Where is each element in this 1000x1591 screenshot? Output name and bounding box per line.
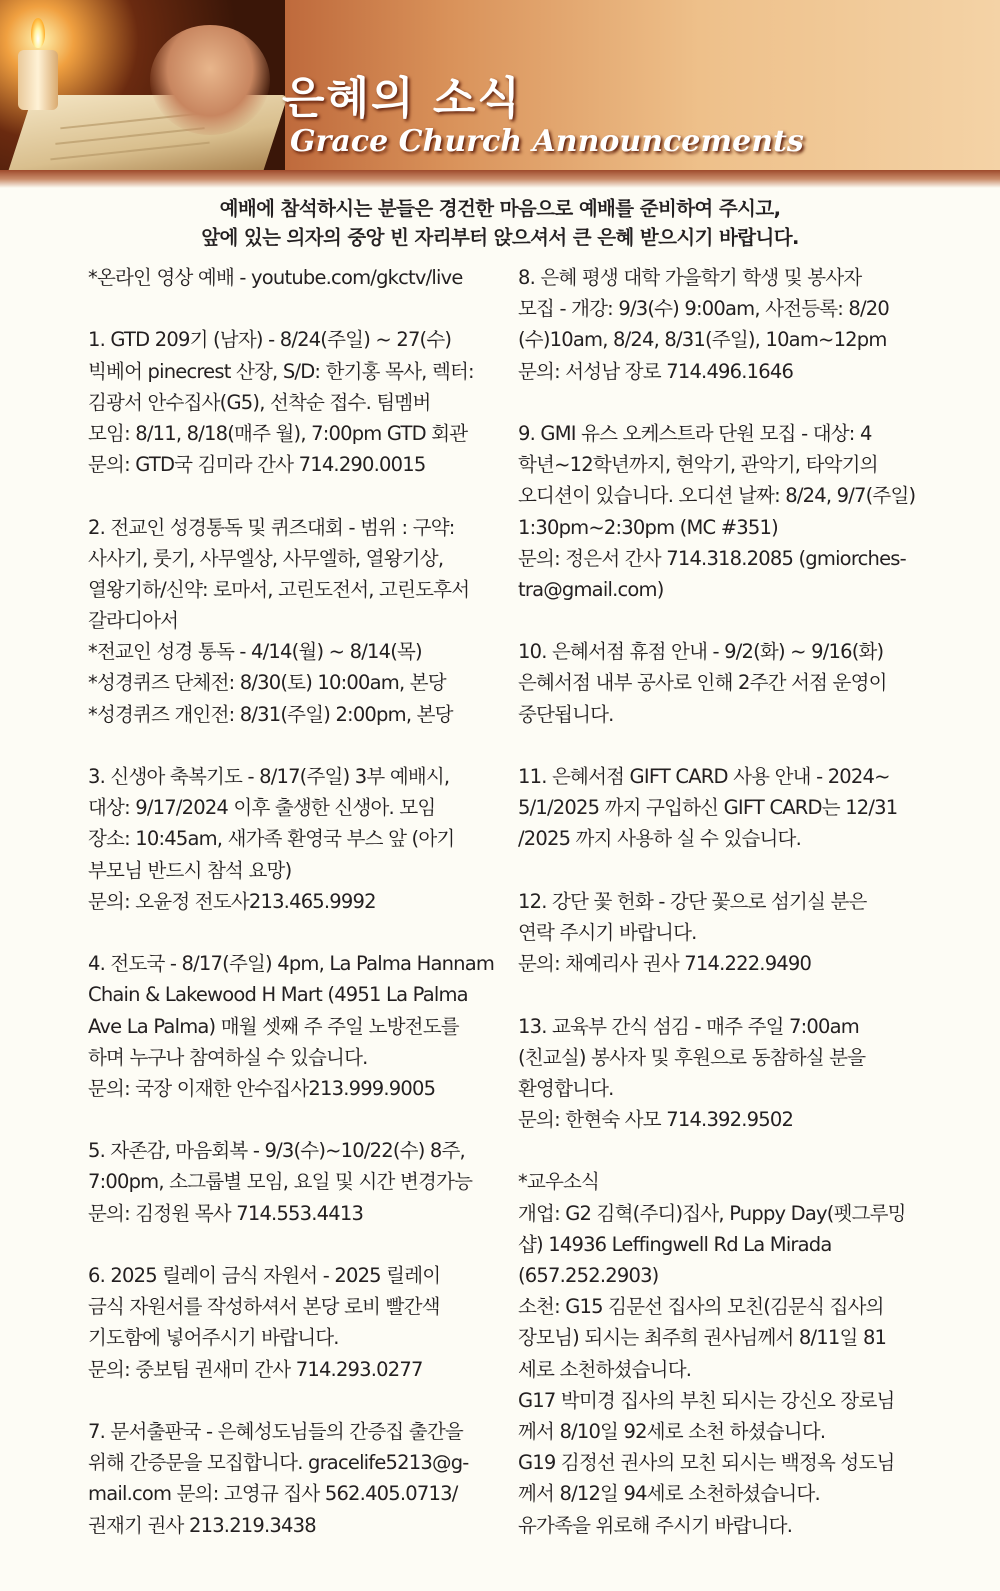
intro-line: 앞에 있는 의자의 중앙 빈 자리부터 앉으셔서 큰 은혜 받으시기 바랍니다.: [201, 226, 799, 249]
announcement-line: 사사기, 룻기, 사무엘상, 사무엘하, 열왕기상,: [88, 546, 444, 570]
announcement-line: (657.252.2903): [518, 1264, 659, 1287]
announcement-line: 기도함에 넣어주시기 바랍니다.: [88, 1326, 339, 1350]
announcement-line: 모집 - 개강: 9/3(수) 9:00am, 사전등록: 8/20: [518, 297, 890, 321]
praying-hands-image: [150, 25, 270, 135]
announcement-line: 2. 전교인 성경통독 및 퀴즈대회 - 범위 : 구약:: [88, 515, 455, 539]
flame-image: [31, 18, 45, 48]
banner-shadow: [0, 170, 1000, 188]
paragraph-gap: [518, 730, 938, 761]
paragraph-gap: [518, 605, 938, 636]
announcement-line: 부모님 반드시 참석 요망): [88, 858, 292, 882]
announcement-line: 7:00pm, 소그룹별 모임, 요일 및 시간 변경가능: [88, 1170, 473, 1194]
announcement-line: 위해 간증문을 모집합니다. gracelife5213@g-: [88, 1451, 469, 1475]
candle-image: [18, 50, 58, 110]
announcement-line: 문의: 중보팀 권새미 간사 714.293.0277: [88, 1357, 423, 1381]
announcement-line: Chain & Lakewood H Mart (4951 La Palma: [88, 983, 468, 1007]
announcement-line: 께서 8/10일 92세로 소천 하셨습니다.: [518, 1419, 826, 1443]
announcement-line: 6. 2025 릴레이 금식 자원서 - 2025 릴레이: [88, 1264, 441, 1287]
announcement-line: G17 박미경 집사의 부친 되시는 강신오 장로님: [518, 1388, 895, 1412]
announcement-line: 은혜서점 내부 공사로 인해 2주간 서점 운영이: [518, 671, 887, 695]
paragraph-gap: [518, 1135, 938, 1166]
announcement-line: 금식 자원서를 작성하셔서 본당 로비 빨간색: [88, 1295, 440, 1319]
paragraph-gap: [88, 293, 508, 324]
page-subtitle: Grace Church Announcements: [290, 124, 804, 159]
intro-line: 예배에 참석하시는 분들은 경건한 마음으로 예배를 준비하여 주시고,: [219, 197, 781, 220]
announcement-line: 하며 누구나 참여하실 수 있습니다.: [88, 1045, 368, 1069]
header-banner: [0, 0, 1000, 178]
announcement-line: *교우소식: [518, 1170, 600, 1194]
left-announcement-column: [88, 262, 508, 1541]
announcement-line: *온라인 영상 예배 - youtube.com/gkctv/live: [88, 266, 463, 289]
announcement-line: Ave La Palma) 매월 셋째 주 주일 노방전도를: [88, 1014, 459, 1038]
paragraph-gap: [518, 387, 938, 418]
announcement-line: 4. 전도국 - 8/17(주일) 4pm, La Palma Hannam: [88, 952, 495, 976]
announcement-line: *성경퀴즈 개인전: 8/31(주일) 2:00pm, 본당: [88, 702, 453, 726]
announcement-line: 세로 소천하셨습니다.: [518, 1357, 692, 1381]
announcement-line: 5. 자존감, 마음회복 - 9/3(수)~10/22(수) 8주,: [88, 1139, 465, 1163]
announcement-line: 12. 강단 꽃 헌화 - 강단 꽃으로 섬기실 분은: [518, 889, 867, 913]
paragraph-gap: [88, 480, 508, 511]
announcement-line: 8. 은혜 평생 대학 가을학기 학생 및 봉사자: [518, 266, 862, 289]
announcement-line: 3. 신생아 축복기도 - 8/17(주일) 3부 예배시,: [88, 765, 450, 788]
paragraph-gap: [88, 1104, 508, 1135]
announcement-line: 빅베어 pinecrest 산장, S/D: 한기홍 목사, 렉터:: [88, 359, 474, 383]
announcement-line: 학년~12학년까지, 현악기, 관악기, 타악기의: [518, 453, 878, 477]
announcement-line: 권재기 권사 213.219.3438: [88, 1513, 316, 1537]
announcement-line: 모임: 8/11, 8/18(매주 월), 7:00pm GTD 회관: [88, 421, 468, 445]
paragraph-gap: [88, 917, 508, 948]
announcement-line: 문의: 채예리사 권사 714.222.9490: [518, 952, 812, 976]
paragraph-gap: [88, 730, 508, 761]
announcement-line: 장소: 10:45am, 새가족 환영국 부스 앞 (아기: [88, 827, 455, 851]
announcement-line: tra@gmail.com): [518, 577, 664, 601]
announcement-line: 문의: 오윤정 전도사213.465.9992: [88, 889, 376, 913]
announcement-line: 대상: 9/17/2024 이후 출생한 신생아. 모임: [88, 796, 436, 820]
announcement-line: 연락 주시기 바랍니다.: [518, 920, 697, 944]
announcement-line: 문의: GTD국 김미라 간사 714.290.0015: [88, 453, 426, 477]
announcement-line: 문의: 한현숙 사모 714.392.9502: [518, 1108, 794, 1132]
paragraph-gap: [518, 855, 938, 886]
announcement-line: 11. 은혜서점 GIFT CARD 사용 안내 - 2024~: [518, 765, 890, 788]
announcement-line: *전교인 성경 통독 - 4/14(월) ~ 8/14(목): [88, 640, 422, 664]
announcement-line: 문의: 서성남 장로 714.496.1646: [518, 359, 794, 383]
announcement-line: 9. GMI 유스 오케스트라 단원 모집 - 대상: 4: [518, 421, 872, 445]
bible-candle-photo: [0, 0, 285, 178]
announcement-line: 1:30pm~2:30pm (MC #351): [518, 515, 778, 539]
announcement-line: 13. 교육부 간식 섬김 - 매주 주일 7:00am: [518, 1014, 859, 1038]
announcement-line: G19 김정선 권사의 모친 되시는 백정옥 성도님: [518, 1451, 895, 1475]
page-title: 은혜의 소식: [282, 73, 522, 124]
announcement-line: 5/1/2025 까지 구입하신 GIFT CARD는 12/31: [518, 796, 898, 820]
announcement-line: (수)10am, 8/24, 8/31(주일), 10am~12pm: [518, 328, 887, 352]
paragraph-gap: [518, 979, 938, 1010]
announcement-line: /2025 까지 사용하 실 수 있습니다.: [518, 827, 801, 851]
announcement-line: 1. GTD 209기 (남자) - 8/24(주일) ~ 27(수): [88, 328, 452, 352]
announcement-line: 7. 문서출판국 - 은혜성도님들의 간증집 출간을: [88, 1419, 463, 1443]
announcement-line: 갈라디아서: [88, 609, 179, 633]
announcement-line: 개업: G2 김혁(주디)집사, Puppy Day(펫그루밍: [518, 1201, 906, 1225]
announcement-line: 오디션이 있습니다. 오디션 날짜: 8/24, 9/7(주일): [518, 484, 916, 508]
announcement-line: 10. 은혜서점 휴점 안내 - 9/2(화) ~ 9/16(화): [518, 640, 884, 664]
announcement-line: 환영합니다.: [518, 1076, 614, 1100]
announcement-line: 께서 8/12일 94세로 소천하셨습니다.: [518, 1482, 820, 1506]
announcement-line: 소천: G15 김문선 집사의 모친(김문식 집사의: [518, 1295, 884, 1319]
announcement-line: 김광서 안수집사(G5), 선착순 접수. 팀멤버: [88, 390, 431, 414]
announcement-line: 중단됩니다.: [518, 702, 614, 726]
announcement-line: *성경퀴즈 단체전: 8/30(토) 10:00am, 본당: [88, 671, 446, 695]
right-announcement-column: [518, 262, 938, 1541]
announcement-line: mail.com 문의: 고영규 집사 562.405.0713/: [88, 1482, 458, 1506]
announcement-line: 유가족을 위로해 주시기 바랍니다.: [518, 1513, 793, 1537]
announcement-line: 열왕기하/신약: 로마서, 고린도전서, 고린도후서: [88, 577, 470, 601]
announcement-line: 문의: 김정원 목사 714.553.4413: [88, 1201, 364, 1225]
paragraph-gap: [88, 1229, 508, 1260]
announcement-line: 문의: 정은서 간사 714.318.2085 (gmiorches-: [518, 546, 906, 570]
announcement-line: (친교실) 봉사자 및 후원으로 동참하실 분을: [518, 1045, 866, 1069]
intro-notice: [0, 194, 1000, 252]
announcement-line: 문의: 국장 이재한 안수집사213.999.9005: [88, 1076, 436, 1100]
announcement-line: 샵) 14936 Leffingwell Rd La Mirada: [518, 1232, 832, 1256]
paragraph-gap: [88, 1385, 508, 1416]
announcement-line: 장모님) 되시는 최주희 권사님께서 8/11일 81: [518, 1326, 887, 1350]
